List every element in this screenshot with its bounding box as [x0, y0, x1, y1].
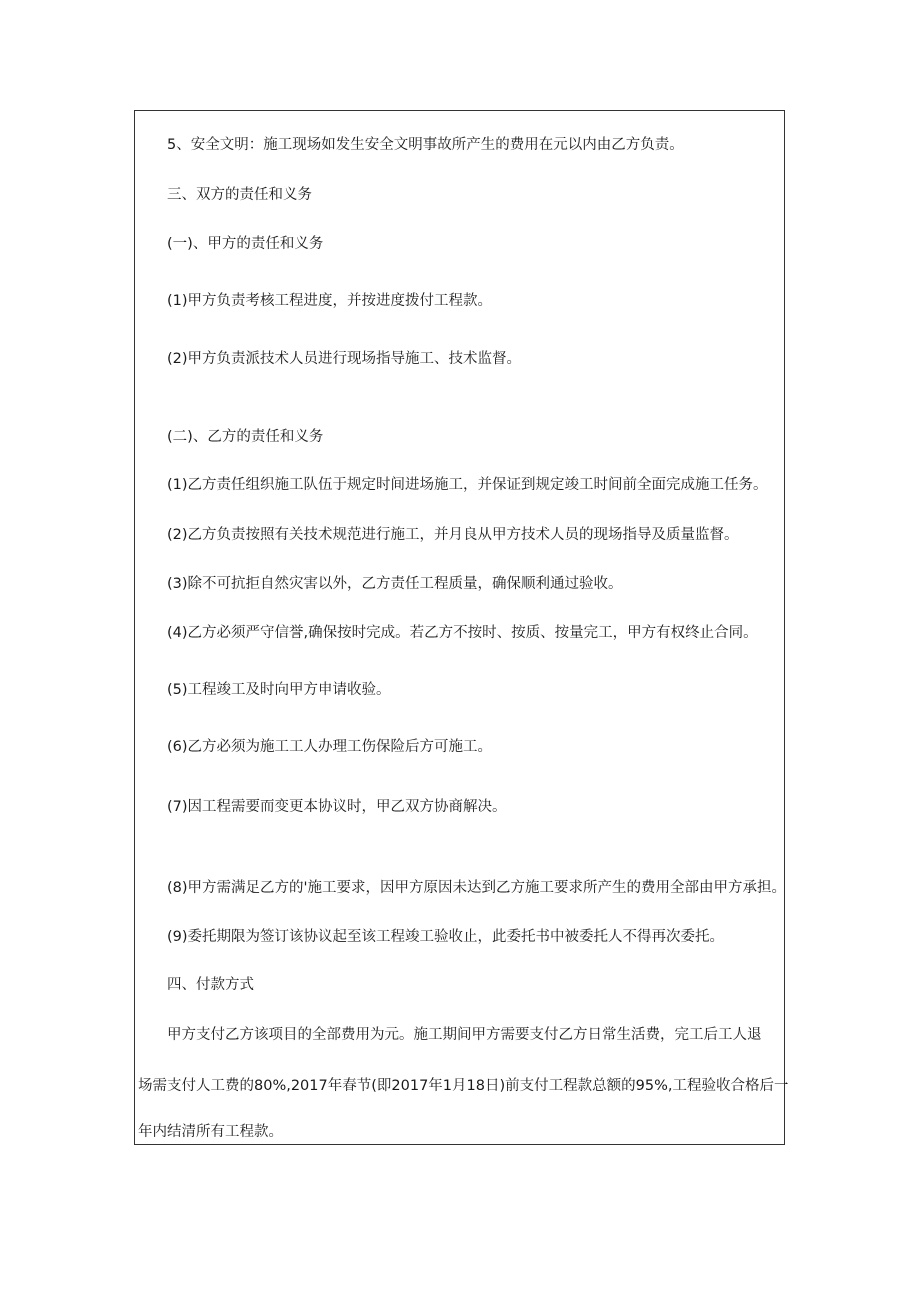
section-3-heading: 三、双方的责任和义务	[167, 187, 312, 203]
clause-safety: 5、安全文明：施工现场如发生安全文明事故所产生的费用在元以内由乙方负责。	[167, 137, 684, 153]
section-4-heading: 四、付款方式	[167, 977, 254, 993]
party-a-item-2: (2)甲方负责派技术人员进行现场指导施工、技术监督。	[167, 351, 522, 367]
payment-paragraph-line-1: 甲方支付乙方该项目的全部费用为元。施工期间甲方需要支付乙方日常生活费，完工后工人退	[167, 1027, 762, 1043]
party-b-item-5: (5)工程竣工及时向甲方申请收验。	[167, 682, 391, 698]
party-b-item-7: (7)因工程需要而变更本协议时，甲乙双方协商解决。	[167, 799, 507, 815]
document-frame	[134, 110, 789, 1145]
party-b-item-6: (6)乙方必须为施工工人办理工伤保险后方可施工。	[167, 739, 493, 755]
party-b-item-2: (2)乙方负责按照有关技术规范进行施工，并月良从甲方技术人员的现场指导及质量监督。	[167, 527, 739, 543]
party-a-heading: (一)、甲方的责任和义务	[167, 236, 324, 252]
payment-paragraph-line-3: 年内结清所有工程款。	[138, 1124, 283, 1140]
payment-paragraph-line-2: 场需支付人工费的80%,2017年春节(即2017年1月18日)前支付工程款总额的95%,工程验收合格后一	[138, 1078, 789, 1094]
party-b-item-1: (1)乙方责任组织施工队伍于规定时间进场施工，并保证到规定竣工时间前全面完成施工任务。	[167, 477, 768, 493]
party-b-item-3: (3)除不可抗拒自然灾害以外，乙方责任工程质量，确保顺利通过验收。	[167, 576, 623, 592]
party-a-item-1: (1)甲方负责考核工程进度，并按进度拨付工程款。	[167, 293, 493, 309]
party-b-item-8: (8)甲方需满足乙方的'施工要求，因甲方原因未达到乙方施工要求所产生的费用全部由甲方承担。	[167, 880, 787, 896]
party-b-heading: (二)、乙方的责任和义务	[167, 429, 324, 445]
party-b-item-4: (4)乙方必须严守信誉,确保按时完成。若乙方不按时、按质、按量完工，甲方有权终止合同。	[167, 625, 758, 641]
party-b-item-9: (9)委托期限为签订该协议起至该工程竣工验收止，此委托书中被委托人不得再次委托。	[167, 929, 725, 945]
